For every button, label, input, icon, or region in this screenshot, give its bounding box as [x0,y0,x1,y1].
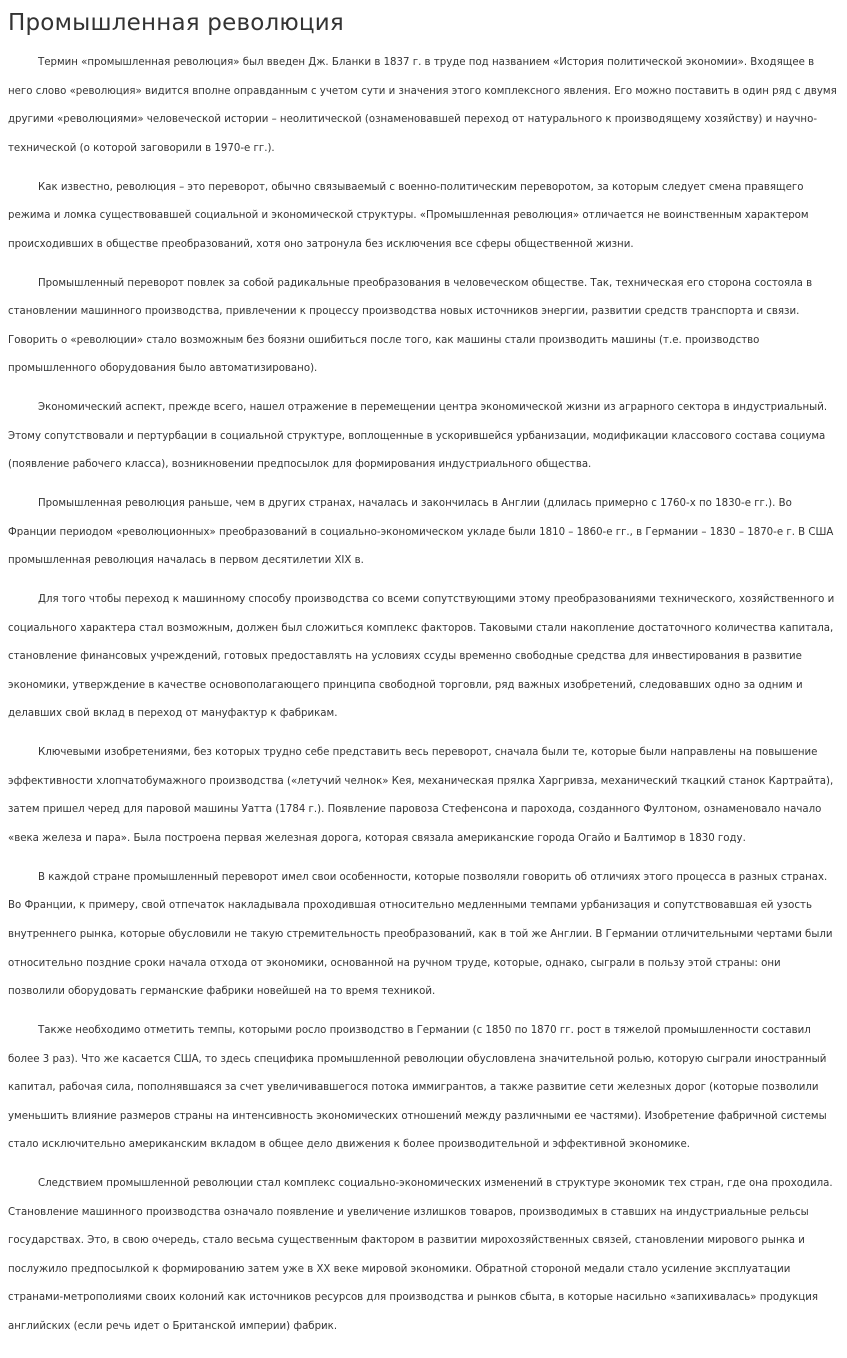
paragraph: Ключевыми изобретениями, без которых трудно себе представить весь переворот, сначала были те, которые были направлены на повышение эффективности хлопчатобумажного производства («летучий челнок» Кея, механическая прялка Харгривза, механический ткацкий станок Картрайта), затем пришел черед для паровой машины Уатта (1784 г.). Появление паровоза Стефенсона и парохода, созданного Фултоном, ознаменовало начало «века железа и пара». Была построена первая железная дорога, которая связала американские города Огайо и Балтимор в 1830 году. [8,747,834,844]
paragraph: Термин «промышленная революция» был введен Дж. Бланки в 1837 г. в труде под названием «История политической экономии». Входящее в него слово «революция» видится вполне оправданным с учетом сути и значения этого комплексного явления. Его можно поставить в один ряд с двумя другими «революциями» человеческой истории – неолитической (ознаменовавшей переход от натурального к производящему хозяйству) и научно-технической (о которой заговорили в 1970-е гг.). [8,57,837,154]
paragraph: Следствием промышленной революции стал комплекс социально-экономических изменений в структуре экономик тех стран, где она проходила. Становление машинного производства означало появление и увеличение излишков товаров, производимых в ставших на индустриальные рельсы государствах. Это, в свою очередь, стало весьма существенным фактором в развитии мирохозяйственных связей, становлении мирового рынка и послужило предпосылкой к формированию затем уже в XX веке мировой экономики. Обратной стороной медали стало усиление эксплуатации странами-метрополиями своих колоний как источников ресурсов для производства и рынков сбыта, в которые насильно «запихивалась» продукция английских (если речь идет о Британской империи) фабрик. [8,1178,833,1333]
article [0,9,847,1342]
paragraph: Промышленный переворот повлек за собой радикальные преобразования в человеческом обществе. Так, техническая его сторона состояла в становлении машинного производства, привлечении к процессу производства новых источников энергии, развитии средств транспорта и связи. Говорить о «революции» стало возможным без боязни ошибиться после того, как машины стали производить машины (т.е. производство промышленного оборудования было автоматизировано). [8,277,813,375]
paragraph: Экономический аспект, прежде всего, нашел отражение в перемещении центра экономической жизни из аграрного сектора в индустриальный. Этому сопутствовали и пертурбации в социальной структуре, воплощенные в ускорившейся урбанизации, модификации классового состава социума (появление рабочего класса), возникновении предпосылок для формирования индустриального общества. [8,402,828,471]
paragraph: Также необходимо отметить темпы, которыми росло производство в Германии (с 1850 по 1870 гг. рост в тяжелой промышленности составил более 3 раз). Что же касается США, то здесь специфика промышленной революции обусловлена значительной ролью, которую сыграли иностранный капитал, рабочая сила, пополнявшаяся за счет увеличивавшегося потока иммигрантов, а также развитие сети железных дорог (которые позволили уменьшить влияние размеров страны на интенсивность экономических отношений между различными ее частями). Изобретение фабричной системы стало исключительно американским вкладом в общее дело движения к более производительной и эффективной экономике. [8,1024,827,1151]
paragraph: Как известно, революция – это переворот, обычно связываемый с военно-политическим переворотом, за которым следует смена правящего режима и ломка существовавшей социальной и экономической структуры. «Промышленная революция» отличается не воинственным характером происходивших в обществе преобразований, хотя оно затронула без исключения все сферы общественной жизни. [8,181,809,250]
page-title: Промышленная революция [8,10,344,36]
paragraph: В каждой стране промышленный переворот имел свои особенности, которые позволяли говорить об отличиях этого процесса в разных странах. Во Франции, к примеру, свой отпечаток накладывала проходившая относительно медленными темпами урбанизация и сопутствовавшая ей узость внутреннего рынка, которые обусловили не такую стремительность преобразований, как в той же Англии. В Германии отличительными чертами были относительно поздние сроки начала отхода от экономики, основанной на ручном труде, которые, однако, сыграли в пользу этой страны: они позволили оборудовать германские фабрики новейшей на то время техникой. [8,871,833,998]
paragraph: Для того чтобы переход к машинному способу производства со всеми сопутствующими этому преобразованиями технического, хозяйственного и социального характера стал возможным, должен был сложиться комплекс факторов. Таковыми стали накопление достаточного количества капитала, становление финансовых учреждений, готовых предоставлять на условиях ссуды временно свободные средства для инвестирования в развитие экономики, утверждение в качестве основополагающего принципа свободной торговли, ряд важных изобретений, следовавших одно за одним и делавших свой вклад в переход от мануфактур к фабрикам. [8,594,835,720]
paragraph: Промышленная революция раньше, чем в других странах, началась и закончилась в Англии (длилась примерно с 1760-х по 1830-е гг.). Во Франции периодом «революционных» преобразований в социально-экономическом укладе были 1810 – 1860-е гг., в Германии – 1830 – 1870-е г. В США промышленная революция началась в первом десятилетии XIX в. [8,498,834,567]
